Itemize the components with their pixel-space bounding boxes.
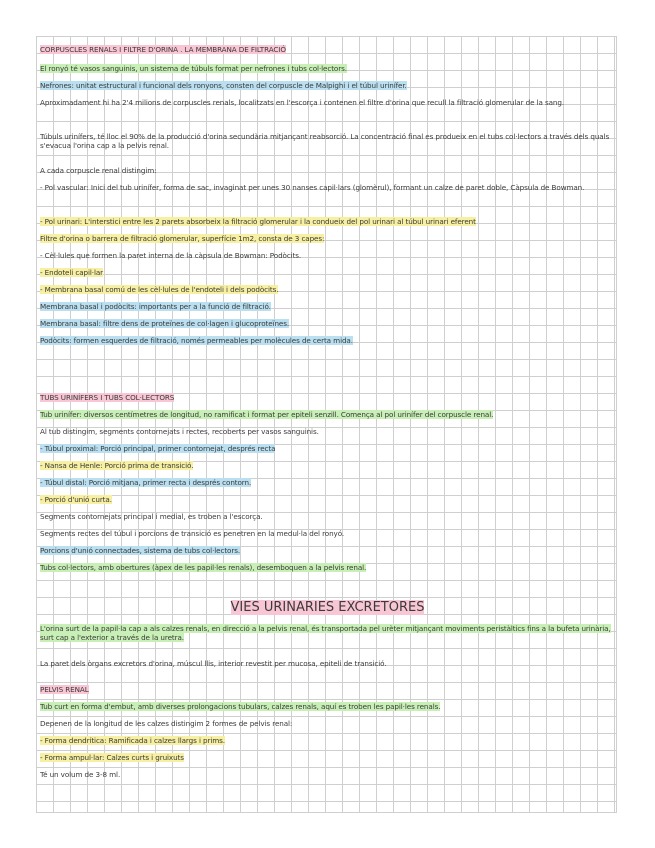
note-line: - Nansa de Henle: Porció prima de transició.	[40, 461, 194, 470]
note-line: - Membrana basal comú de les cèl·lules de l'endoteli i dels podòcits.	[40, 285, 279, 294]
note-line: A cada corpuscle renal distingim:	[40, 166, 157, 175]
note-line: - Porció d'unió curta.	[40, 495, 112, 504]
note-line: - Pol urinari: L'interstici entre les 2 parets absorbeix la filtració glomerular i la condueix del pol urinari al túbul urinari eferent	[40, 217, 476, 226]
note-line: Podòcits: formen esquerdes de filtració, només permeables per molècules de certa mida.	[40, 336, 353, 345]
note-paragraph: - Pol vascular: Inici del tub urinífer, forma de sac, invaginat per unes 30 nanses capil·lars (glomèrul), formant un calze de paret doble, Càpsula de Bowman.	[40, 183, 585, 192]
note-line: El ronyó té vasos sanguinis, un sistema de túbuls format per nefrones i tubs col·lectors.	[40, 64, 347, 73]
heading-text: PELVIS RENAL	[40, 685, 89, 694]
note-line: Nefrones: unitat estructural i funcional dels ronyons, consten del corpuscle de Malpighi i el túbul urinífer.	[40, 81, 407, 90]
note-paragraph: Aproximadament hi ha 2'4 milions de corpuscles renals, localitzats en l'escorça i contenen el filtre d'orina que recull la filtració glomerular de la sang.	[40, 98, 565, 107]
note-line: Porcions d'unió connectades, sistema de tubs col·lectors.	[40, 546, 241, 555]
note-line: Tub urinífer: diversos centímetres de longitud, no ramificat i format per epiteli senzill. Comença al pol urinífer del corpuscle renal.	[40, 410, 494, 419]
note-line: Filtre d'orina o barrera de filtració glomerular, superfície 1m2, consta de 3 capes:	[40, 234, 325, 243]
section-heading-tubs	[40, 393, 614, 402]
note-paragraph: Túbuls urinífers, té lloc el 90% de la producció d'orina secundària mitjançant reabsorció. La concentració final es produeix en el tubs col·lectors a través dels quals s'evacua l'orina cap a la pelvis renal.	[40, 132, 610, 150]
note-line: Membrana basal i podòcits: importants per a la funció de filtració.	[40, 302, 271, 311]
note-line: - Endoteli capil·lar	[40, 268, 104, 277]
note-line: - Túbul proximal: Porció principal, primer contornejat, després recta	[40, 444, 276, 453]
heading-text: CORPUSCLES RENALS I FILTRE D'ORINA . LA MEMBRANA DE FILTRACIÓ	[40, 45, 286, 54]
note-line: - Forma ampul·lar: Calzes curts i gruixuts	[40, 753, 184, 762]
heading-text: TUBS URINÍFERS I TUBS COL·LECTORS	[40, 393, 175, 402]
note-line: - Cèl·lules que formen la paret interna de la càpsula de Bowman: Podòcits.	[40, 251, 302, 260]
note-line: Té un volum de 3-8 ml.	[40, 770, 121, 779]
note-line: Segments contornejats principal i medial, es troben a l'escorça.	[40, 512, 263, 521]
note-line: Al tub distingim, segments contornejats i rectes, recoberts per vasos sanguinis.	[40, 427, 319, 436]
section-heading-corpuscles	[40, 45, 614, 54]
note-line: Membrana basal: filtre dens de proteïnes de col·lagen i glucoproteïnes.	[40, 319, 290, 328]
note-line: Tub curt en forma d'embut, amb diverses prolongacions tubulars, calzes renals, aquí es troben les papil·les renals.	[40, 702, 441, 711]
note-line: - Forma dendrítica: Ramificada i calzes llargs i prims.	[40, 736, 225, 745]
note-line: - Túbul distal: Porció mitjana, primer recta i després contorn.	[40, 478, 252, 487]
section-heading-pelvis	[40, 685, 614, 694]
note-paragraph: L'orina surt de la papil·la cap a als calzes renals, en direcció a la pelvis renal, és transportada pel urèter mitjançant moviments peristàltics fins a la bufeta urinària, surt cap a l'exterior a través de la uretra.	[40, 624, 611, 642]
note-line: Tubs col·lectors, amb obertures (àpex de les papil·les renals), desemboquen a la pelvis renal.	[40, 563, 367, 572]
note-line: La paret dels òrgans excretors d'orina, múscul llis, interior revestit per mucosa, epiteli de transició.	[40, 659, 387, 668]
grid-paper	[36, 36, 617, 813]
note-line: Segments rectes del túbul i porcions de transició es penetren en la medul·la del ronyó.	[40, 529, 345, 538]
note-line: Depenen de la longitud de les calzes distingim 2 formes de pelvis renal:	[40, 719, 293, 728]
page-title: VIES URINARIES EXCRETORES	[230, 600, 425, 615]
